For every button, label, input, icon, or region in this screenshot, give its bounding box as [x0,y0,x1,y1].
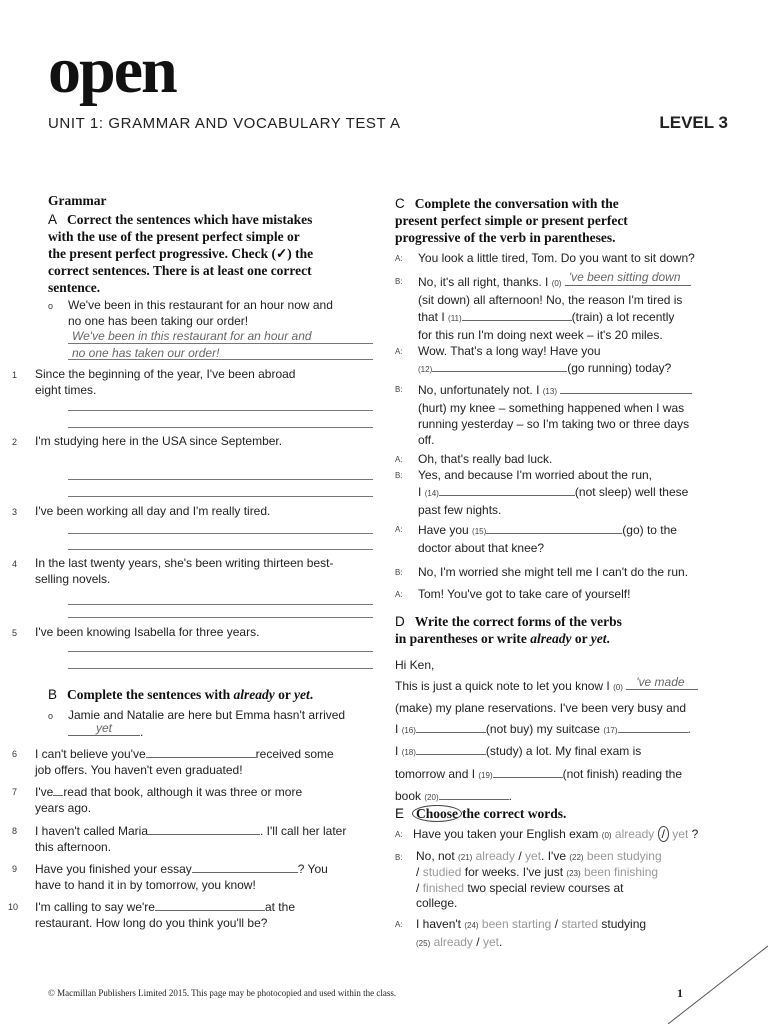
item-number: 8 [12,826,18,836]
speaker-label: A: [395,920,403,929]
section-a-letter: A [48,212,58,227]
option-word[interactable]: yet [672,827,689,841]
speaker-label: A: [395,254,403,263]
answer-line[interactable] [68,410,373,411]
item-sentence: I've been knowing Isabella for three years. [35,625,260,639]
answer-blank[interactable] [416,742,486,755]
section-c-letter: C [395,196,405,211]
answer-blank[interactable] [486,521,622,534]
answer-blank[interactable] [146,745,256,758]
item-number: 4 [12,559,18,569]
answer-blank[interactable] [155,898,265,911]
dialogue-line: Have you (15) (go) to the doctor about that knee? [418,523,677,555]
example-answer: yet [96,721,113,735]
speaker-label: A: [395,347,403,356]
dialogue-line: Have you taken your English exam (0) already / yet ? [413,827,699,841]
option-word[interactable]: started [561,917,599,931]
answer-blank[interactable] [432,359,567,372]
dialogue-line: No, I'm worried she might tell me I can't do the run. [418,565,689,579]
answer-blank[interactable] [462,308,572,321]
section-d-instruction: D Write the correct forms of the verbs in parentheses or write already or yet. [395,614,622,646]
item-sentence: I've read that book, although it was three or more years ago. [35,785,303,815]
speaker-label: B: [395,277,403,286]
answer-line[interactable] [68,549,373,550]
option-word[interactable]: been finishing [583,865,659,879]
answer-line[interactable] [68,617,373,618]
item-sentence: Since the beginning of the year, I've been abroad eight times. [35,367,296,397]
page-number: 1 [677,986,683,1000]
section-a-example: We've been in this restaurant for an hour now and no one has been taking our order! [68,298,333,328]
dialogue-line: Yes, and because I'm worried about the run, I (14) (not sleep) well these past few nights. [418,468,689,517]
dialogue-line: Tom! You've got to take care of yourself! [418,587,631,601]
option-word[interactable]: studied [422,865,462,879]
example-answer-line-2: no one has taken our order! [72,346,220,360]
option-word[interactable]: already [614,827,655,841]
grammar-heading: Grammar [48,193,107,208]
example-answer: 've made [636,674,685,689]
answer-line[interactable] [68,496,373,497]
option-word[interactable]: finished [422,881,465,895]
dialogue-line: No, it's all right, thanks. I (0) 've been sitting down (sit down) all afternoon! No, the reason I'm tired is that I (11) (train) a lot recently for this run I'm doing next week – it's 20 miles. [418,273,738,343]
answer-blank[interactable] [192,860,298,873]
section-e-letter: E [395,806,405,821]
item-sentence: I haven't called Maria . I'll call her later this afternoon. [35,824,347,854]
item-number: 9 [12,864,18,874]
option-word[interactable]: already [475,849,515,863]
answer-line[interactable] [68,427,373,428]
answer-blank[interactable] [53,783,63,796]
dialogue-line: I haven't (24) been starting / started studying (25) already / yet. [416,917,647,949]
section-d-letter-text: Hi Ken, This is just a quick note to let you know I (0) 've made (make) my plane reservations. I've been very busy and I (16) (not buy) my suitcase (17) . I (18) (study) a lot. My final exam is tomorrow and I (19) (not finish) reading the book (20) . [395,655,735,809]
item-number: 1 [12,370,18,380]
unit-title: UNIT 1: GRAMMAR AND VOCABULARY TEST A [48,115,401,132]
section-e-instruction: E Choose the correct words. [395,806,567,821]
speaker-label: A: [395,455,403,464]
answer-line[interactable] [68,668,373,669]
example-marker: o [48,711,54,721]
logo: open [48,34,176,107]
answer-blank[interactable] [148,822,260,835]
item-sentence: In the last twenty years, she's been writing thirteen best- selling novels. [35,556,334,586]
section-a-instruction: A Correct the sentences which have mistakes with the use of the present perfect simple or the present perfect progressive. Check (✓) the correct sentences. There is at least one correct sentence. [48,212,314,295]
item-number: 3 [12,507,18,517]
answer-blank[interactable] [560,381,692,394]
item-number: 5 [12,628,18,638]
answer-line[interactable] [68,651,373,652]
option-word[interactable]: been starting [481,917,552,931]
speaker-label: A: [395,830,403,839]
item-sentence: I'm studying here in the USA since September. [35,434,283,448]
section-d-letter: D [395,614,405,629]
item-sentence: I'm calling to say we're at the restaurant. How long do you think you'll be? [35,900,295,930]
speaker-label: B: [395,385,403,394]
corner-diagonal-line [660,940,768,1024]
dialogue-line: Wow. That's a long way! Have you (12) (go running) today? [418,344,672,375]
answer-blank[interactable] [416,720,486,733]
item-number: 10 [8,902,19,912]
option-word[interactable]: yet [482,935,499,949]
section-c-instruction: C Complete the conversation with the present perfect simple or present perfect progressive of the verb in parentheses. [395,196,628,245]
speaker-label: B: [395,853,403,862]
answer-line[interactable] [68,479,373,480]
answer-line [68,343,373,344]
level-label: LEVEL 3 [659,113,728,132]
dialogue-line: You look a little tired, Tom. Do you want to sit down? [418,251,695,265]
choose-circled: Choose [412,805,462,822]
section-b-example: Jamie and Natalie are here but Emma hasn't arrived yet . [68,708,346,739]
answer-blank[interactable] [618,720,688,733]
item-number: 6 [12,749,18,759]
copyright-footer: © Macmillan Publishers Limited 2015. This page may be photocopied and used within the class. [48,988,397,998]
circled-slash: / [658,826,669,842]
item-sentence: I've been working all day and I'm really tired. [35,504,271,518]
section-b-instruction: B Complete the sentences with already or yet. [48,687,314,702]
answer-blank[interactable] [439,483,575,496]
speaker-label: A: [395,525,403,534]
answer-blank[interactable] [493,765,563,778]
section-b-letter: B [48,687,58,702]
item-sentence: Have you finished your essay ? You have to hand it in by tomorrow, you know! [35,862,328,892]
answer-line[interactable] [68,533,373,534]
example-answer-line-1: We've been in this restaurant for an hour and [72,329,312,343]
answer-line [68,359,373,360]
example-marker: o [48,301,54,311]
item-sentence: I can't believe you've received some job offers. You haven't even graduated! [35,747,334,777]
item-number: 2 [12,437,18,447]
speaker-label: B: [395,471,403,480]
dialogue-line: No, not (21) already / yet. I've (22) been studying / studied for weeks. I've just (23) been finishing / finished two special review courses at college. [416,849,662,910]
answer-line[interactable] [68,604,373,605]
dialogue-line: Oh, that's really bad luck. [418,452,553,466]
item-number: 7 [12,787,18,797]
speaker-label: A: [395,590,403,599]
option-word[interactable]: been studying [586,849,662,863]
answer-blank[interactable] [439,787,509,800]
dialogue-line: No, unfortunately not. I (13) (hurt) my knee – something happened when I was running yesterday – so I'm taking two or three days off. [418,381,738,448]
option-word[interactable]: already [433,935,473,949]
speaker-label: B: [395,568,403,577]
example-answer: 've been sitting down [568,270,681,284]
option-word[interactable]: yet [525,849,542,863]
